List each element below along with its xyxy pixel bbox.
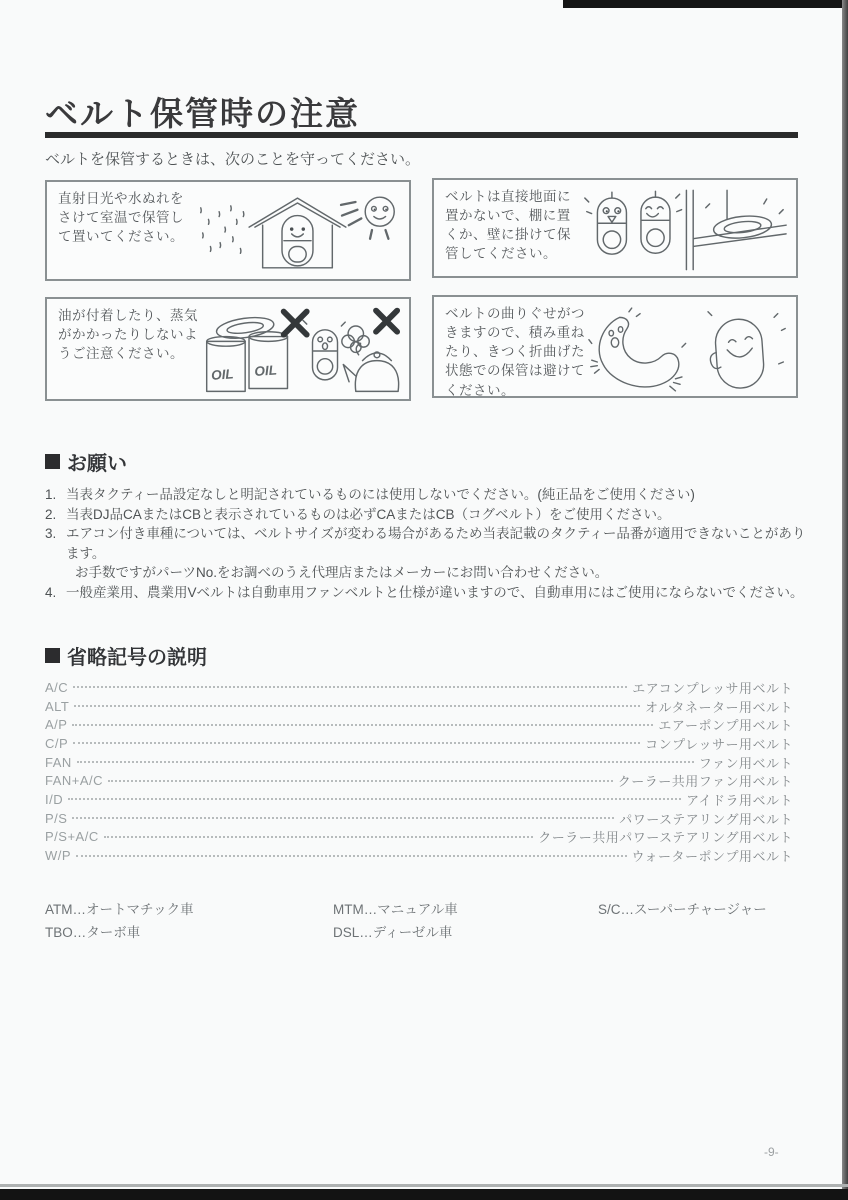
hanging-belt-happy-icon <box>641 191 682 253</box>
dotted-leader <box>68 798 681 800</box>
abbreviation-row: W/P ウォーターポンプ用ベルト <box>45 848 793 865</box>
abbreviation-row: A/P エアーポンプ用ベルト <box>45 717 793 734</box>
hand-icon <box>670 377 682 391</box>
abbreviation-row: FAN+A/C クーラー共用ファン用ベルト <box>45 773 793 790</box>
legend-entry: ATM…オートマチック車 <box>45 902 194 917</box>
sun-icon <box>341 197 394 239</box>
legend-column <box>333 898 458 944</box>
request-item: 1. 当表タクティー品設定なしと明記されているものには使用しないでください。(純正品をご使用ください) <box>45 487 695 502</box>
legend-entry: S/C…スーパーチャージャー <box>598 902 767 917</box>
precaution-text-sunlight: 直射日光や水ぬれをさけて室温で保管して置いてください。 <box>58 191 184 245</box>
request-item: 2. 当表DJ品CAまたはCBと表示されているものは必ずCAまたはCB（コグベルト）をご使用ください。 <box>45 506 671 522</box>
hand-icon <box>591 360 599 373</box>
shelf-storage-illustration <box>580 187 788 273</box>
abbreviation-list <box>45 678 793 865</box>
precaution-text-bending: ベルトの曲りぐせがつきますので、積み重ねたり、きつく折曲げた状態での保管は避けてください。 <box>445 306 585 398</box>
oil-label: OIL <box>253 362 278 380</box>
precaution-text-oil: 油が付着したり、蒸気がかかったりしないようご注意ください。 <box>58 308 198 362</box>
title-rule <box>45 132 798 138</box>
request-item: 4. 一般産業用、農業用Vベルトは自動車用ファンベルトと仕様が違いますので、自動車用にはご使用にならないでください。 <box>45 584 804 600</box>
wall-icon <box>686 190 727 269</box>
dotted-leader <box>76 855 626 857</box>
shelf-icon <box>693 225 786 246</box>
abbreviation-section-heading <box>45 641 793 670</box>
abbreviation-row: I/D アイドラ用ベルト <box>45 791 793 808</box>
dotted-leader <box>74 705 640 707</box>
dotted-leader <box>73 742 640 744</box>
abbreviation-row: P/S パワーステアリング用ベルト <box>45 810 793 827</box>
dotted-leader <box>73 686 627 688</box>
steam-icon <box>342 326 369 355</box>
scan-artifact-bottom-bar <box>0 1189 848 1200</box>
abbreviation-row: FAN ファン用ベルト <box>45 754 793 771</box>
rain-icon <box>201 206 244 253</box>
legend-entry: TBO…ターボ車 <box>45 925 141 940</box>
scan-artifact-bottom-line <box>0 1184 848 1187</box>
request-section-heading <box>45 447 807 476</box>
arm-icon <box>710 352 721 369</box>
abbreviation-section <box>45 641 793 865</box>
precaution-box-bending <box>432 295 798 398</box>
dotted-leader <box>108 780 613 782</box>
abbreviation-heading-label: 省略記号の説明 <box>67 647 207 669</box>
legend-entry: DSL…ディーゼル車 <box>333 925 453 940</box>
dotted-leader <box>72 724 653 726</box>
precaution-box-shelf <box>432 178 798 278</box>
belt-face-icon <box>282 216 313 266</box>
dotted-leader <box>77 761 694 763</box>
steamed-belt-icon <box>303 320 345 380</box>
request-heading-label: お願い <box>67 453 127 475</box>
x-mark-icon <box>376 311 397 332</box>
square-marker-icon <box>45 454 60 469</box>
oil-cans-icon <box>207 332 288 392</box>
scan-artifact-top <box>563 0 848 8</box>
square-marker-icon <box>45 648 60 663</box>
hanging-belt-sad-icon <box>585 192 627 254</box>
precaution-box-sunlight <box>45 180 411 281</box>
request-list <box>45 485 807 602</box>
house-icon <box>249 198 346 268</box>
straight-belt-happy-icon <box>708 318 765 390</box>
dotted-leader <box>72 817 614 819</box>
request-item-continuation: お手数ですがパーツNo.をお調べのうえ代理店またはメーカーにお問い合わせください。 <box>75 565 609 580</box>
dotted-leader <box>104 836 533 838</box>
legend-column <box>598 898 767 921</box>
legend-entry: MTM…マニュアル車 <box>333 902 458 917</box>
abbreviation-row: C/P コンプレッサー用ベルト <box>45 735 793 752</box>
request-section <box>45 447 807 602</box>
precaution-box-oil <box>45 297 411 401</box>
abbreviation-row: P/S+A/C クーラー共用パワーステアリング用ベルト <box>45 829 793 846</box>
oil-steam-illustration <box>199 306 401 396</box>
page-number: -9- <box>764 1145 779 1159</box>
abbreviation-row: ALT オルタネーター用ベルト <box>45 698 793 715</box>
abbreviation-row: A/C エアコンプレッサ用ベルト <box>45 679 793 696</box>
intro-text: ベルトを保管するときは、次のことを守ってください。 <box>45 151 421 168</box>
oil-label: OIL <box>210 366 235 383</box>
precaution-text-shelf: ベルトは直接地面に置かないで、棚に置くか、壁に掛けて保管してください。 <box>445 189 571 262</box>
legend-column <box>45 898 194 944</box>
sunlight-rain-illustration <box>193 189 401 275</box>
request-item: 3. エアコン付き車種については、ベルトサイズが変わる場合があるため当表記載のタクティー品番が適用できないことがあります。 <box>45 526 806 561</box>
kettle-icon <box>343 352 398 391</box>
page-title: ベルト保管時の注意 <box>45 95 360 132</box>
bending-illustration <box>588 304 788 394</box>
x-mark-icon <box>284 312 307 335</box>
lying-belt-icon <box>215 314 275 341</box>
bent-belt-sad-icon <box>589 308 686 391</box>
scan-artifact-right-edge <box>842 0 848 1200</box>
